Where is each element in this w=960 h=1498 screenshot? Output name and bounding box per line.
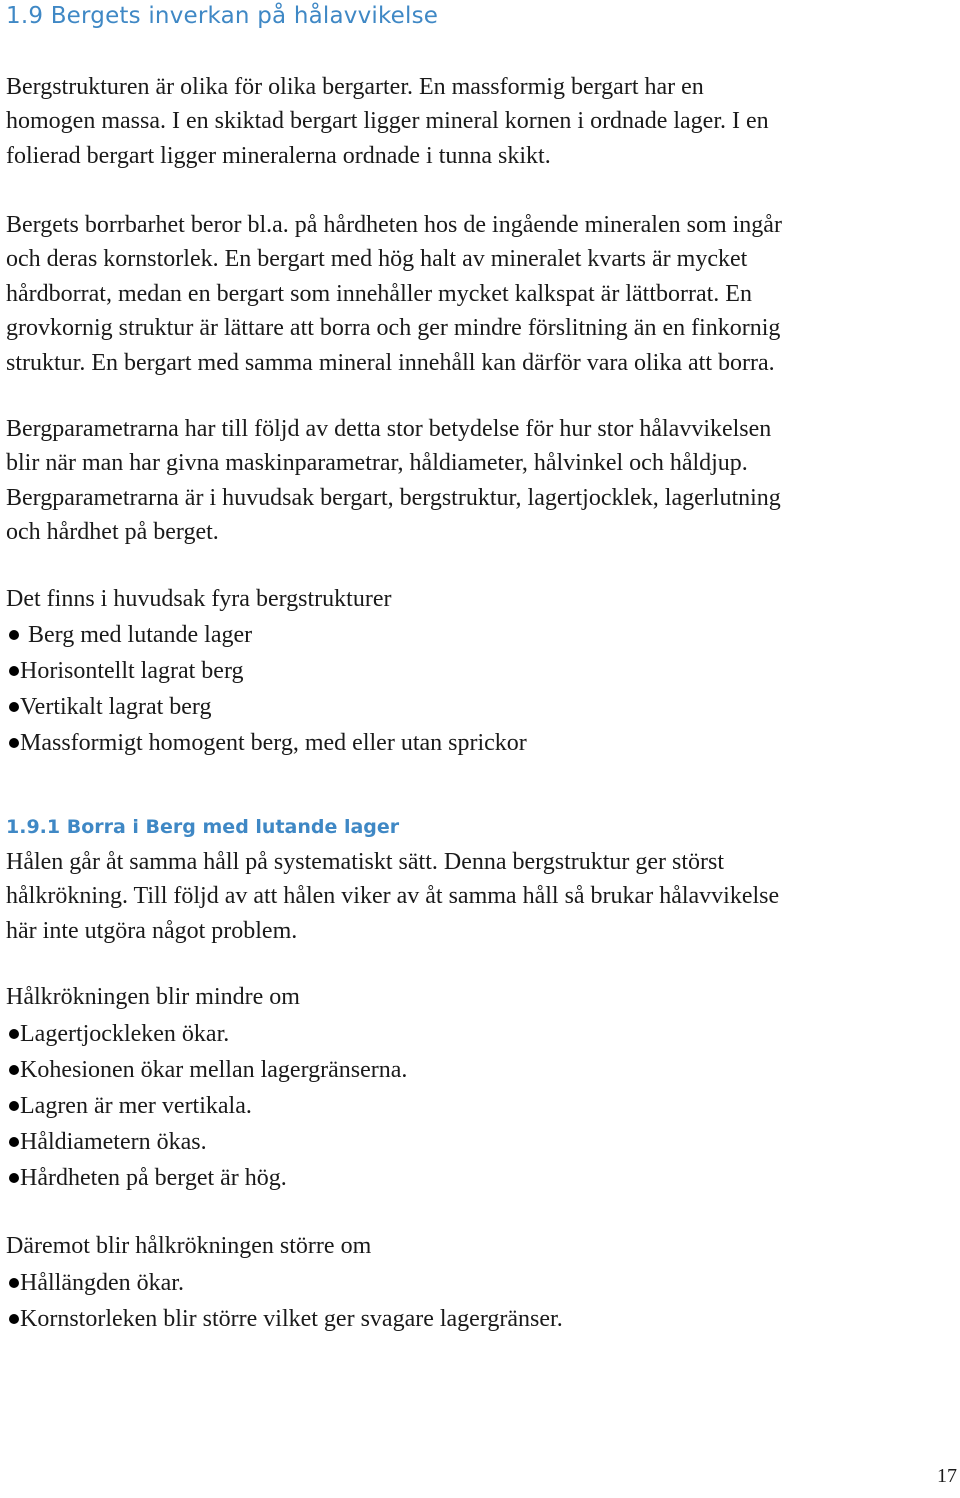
paragraph-drillability — [6, 208, 958, 380]
list-item-label: Hårdheten på berget är hög. — [20, 1164, 287, 1191]
text-line: folierad bergart ligger mineralerna ordnade i tunna skikt. — [6, 142, 551, 169]
bullet-icon — [9, 630, 19, 640]
bullet-icon — [9, 738, 19, 748]
more-curvature-intro: Däremot blir hålkrökningen större om — [6, 1233, 372, 1259]
list-item-label: Håldiametern ökas. — [20, 1128, 207, 1155]
list-item — [6, 1124, 407, 1160]
paragraph-inclined-layers — [6, 845, 958, 948]
list-item — [6, 689, 527, 725]
list-item — [6, 1301, 563, 1337]
more-curvature-list — [6, 1265, 563, 1337]
list-item-label: Lagertjockleken ökar. — [20, 1020, 230, 1047]
bullet-icon — [9, 666, 19, 676]
list-item — [6, 1160, 407, 1196]
list-item — [6, 725, 527, 761]
bullet-icon — [9, 1173, 19, 1183]
list-item-label: Kornstorleken blir större vilket ger svagare lagergränser. — [20, 1305, 563, 1332]
text-line: hålkrökning. Till följd av att hålen viker av åt samma håll så brukar hålavvikelse — [6, 883, 780, 910]
bullet-icon — [9, 1101, 19, 1111]
text-line: Bergparametrarna är i huvudsak bergart, bergstruktur, lagertjocklek, lagerlutning — [6, 484, 781, 511]
text-line: homogen massa. I en skiktad bergart ligger mineral kornen i ordnade lager. I en — [6, 108, 769, 135]
paragraph-rock-structure — [6, 70, 958, 173]
list-item-label: Kohesionen ökar mellan lagergränserna. — [20, 1056, 408, 1083]
text-line: här inte utgöra något problem. — [6, 917, 298, 944]
text-line: Bergstrukturen är olika för olika bergarter. En massformig bergart har en — [6, 74, 704, 100]
text-line: Bergets borrbarhet beror bl.a. på hårdheten hos de ingående mineralen som ingår — [6, 212, 782, 238]
section-heading-1-9: 1.9 Bergets inverkan på hålavvikelse — [6, 3, 439, 29]
list-item — [6, 653, 527, 689]
list-item — [6, 1052, 407, 1088]
text-line: struktur. En bergart med samma mineral innehåll kan därför vara olika att borra. — [6, 349, 775, 376]
section-heading-1-9-1: 1.9.1 Borra i Berg med lutande lager — [6, 816, 400, 838]
text-line: Hålen går åt samma håll på systematiskt sätt. Denna bergstruktur ger störst — [6, 849, 725, 875]
list-item-label: Berg med lutande lager — [28, 621, 253, 648]
text-line: grovkornig struktur är lättare att borra och ger mindre förslitning än en finkornig — [6, 315, 781, 342]
bullet-icon — [9, 1137, 19, 1147]
text-line: blir när man har givna maskinparametrar, håldiameter, hålvinkel och håldjup. — [6, 450, 748, 477]
bullet-icon — [9, 1314, 19, 1324]
list-item-label: Vertikalt lagrat berg — [20, 693, 212, 720]
structures-list — [6, 617, 527, 761]
list-item — [6, 1016, 407, 1052]
list-item-label: Massformigt homogent berg, med eller utan sprickor — [20, 729, 527, 756]
list-item-label: Horisontellt lagrat berg — [20, 657, 244, 684]
text-line: Bergparametrarna har till följd av detta stor betydelse för hur stor hålavvikelsen — [6, 416, 772, 442]
text-line: hårdborrat, medan en bergart som innehåller mycket kalkspat är lättborrat. En — [6, 280, 752, 307]
bullet-icon — [9, 1029, 19, 1039]
list-item — [6, 617, 527, 653]
bullet-icon — [9, 1278, 19, 1288]
list-item-label: Lagren är mer vertikala. — [20, 1092, 252, 1119]
list-item-label: Hållängden ökar. — [20, 1269, 184, 1296]
less-curvature-intro: Hålkrökningen blir mindre om — [6, 984, 300, 1010]
text-line: och deras kornstorlek. En bergart med hög halt av mineralet kvarts är mycket — [6, 246, 748, 273]
list-item — [6, 1088, 407, 1124]
structures-intro: Det finns i huvudsak fyra bergstrukturer — [6, 586, 392, 612]
text-line: och hårdhet på berget. — [6, 519, 219, 546]
list-item — [6, 1265, 563, 1301]
bullet-icon — [9, 702, 19, 712]
paragraph-rock-parameters — [6, 412, 958, 550]
bullet-icon — [9, 1065, 19, 1075]
page-number: 17 — [937, 1465, 957, 1487]
less-curvature-list — [6, 1016, 407, 1196]
